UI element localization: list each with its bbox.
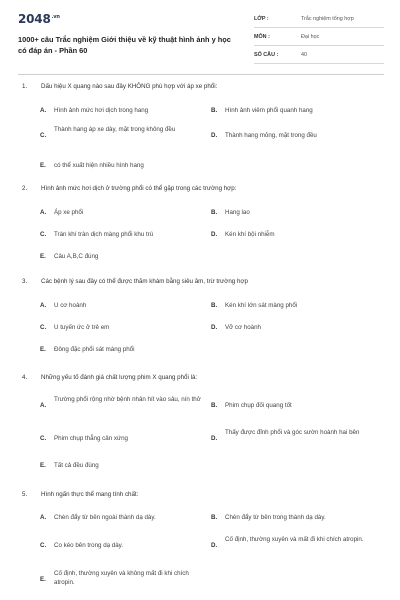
option-text: Hình ảnh mức hơi dịch trong hang bbox=[54, 107, 149, 114]
option-letter: D. bbox=[211, 132, 218, 139]
option-text: Thấy được đỉnh phổi và góc sườn hoành hai bên bbox=[225, 429, 360, 436]
option-letter: A. bbox=[40, 107, 47, 114]
option-letter: B. bbox=[211, 514, 218, 521]
header-divider bbox=[18, 74, 384, 75]
option-text: Chèn đẩy từ bên ngoài thành dạ dày. bbox=[54, 514, 156, 521]
page-header bbox=[18, 12, 384, 68]
option-text: Áp xe phổi bbox=[54, 209, 84, 216]
option-text: Cố định, thường xuyên và mất đi khi chích atropin. bbox=[225, 536, 364, 543]
option-letter: E. bbox=[40, 462, 46, 469]
option-letter: C. bbox=[40, 324, 47, 331]
meta-label: MÔN : bbox=[254, 34, 270, 40]
option-letter: B. bbox=[211, 107, 218, 114]
option-letter: A. bbox=[40, 209, 47, 216]
question-body: Hình ngấn thực thể mang tính chất: bbox=[41, 491, 139, 498]
option-text: Thành hang áp xe dày, mặt trong không đều bbox=[54, 126, 176, 133]
meta-value: 40 bbox=[301, 52, 307, 58]
option-letter: D. bbox=[211, 542, 218, 549]
option-text: Phim chụp đối quang tốt bbox=[225, 402, 292, 409]
meta-value: Trắc nghiệm tổng hợp bbox=[301, 16, 354, 22]
question-number: 4. bbox=[22, 374, 28, 381]
option-text: Thành hang mỏng, mặt trong đều bbox=[225, 132, 317, 139]
site-logo[interactable] bbox=[18, 12, 60, 26]
document-title: 1000+ câu Trắc nghiệm Giới thiệu về kỹ thuật hình ảnh y học có đáp án - Phần 60 bbox=[18, 35, 231, 55]
logo-text: 2048 bbox=[18, 12, 51, 26]
option-letter: C. bbox=[40, 231, 47, 238]
option-letter: D. bbox=[211, 231, 218, 238]
logo-domain: .vn bbox=[51, 14, 60, 20]
meta-row-count bbox=[254, 49, 384, 64]
option-text: Co kéo bên trong dạ dày. bbox=[54, 542, 124, 549]
option-letter: A. bbox=[40, 302, 47, 309]
option-letter: A. bbox=[40, 402, 47, 409]
question-number: 5. bbox=[22, 491, 28, 498]
question-body: Hình ảnh mức hơi dịch ở trường phổi có thể gặp trong các trường hợp: bbox=[41, 185, 237, 192]
meta-row-class bbox=[254, 13, 384, 28]
option-letter: C. bbox=[40, 435, 47, 442]
option-letter: E. bbox=[40, 576, 46, 583]
option-letter: D. bbox=[211, 324, 218, 331]
meta-label: SỐ CÂU : bbox=[254, 52, 279, 58]
question-body: Dấu hiệu X quang nào sau đây KHÔNG phù hợp với áp xe phổi: bbox=[41, 83, 218, 90]
meta-info bbox=[254, 13, 384, 67]
question-body: Những yếu tố đánh giá chất lượng phim X quang phổi là: bbox=[41, 374, 198, 381]
meta-label: LỚP : bbox=[254, 16, 269, 22]
option-text: Câu A,B,C đúng bbox=[54, 253, 99, 260]
option-letter: D. bbox=[211, 435, 218, 442]
option-letter: B. bbox=[211, 302, 218, 309]
meta-value: Đại học bbox=[301, 34, 320, 40]
option-text: Hang lao bbox=[225, 209, 250, 216]
option-text: Tràn khí tràn dịch màng phổi khu trú bbox=[54, 231, 154, 238]
option-letter: E. bbox=[40, 253, 46, 260]
option-text: Vỡ cơ hoành bbox=[225, 324, 261, 331]
option-text: có thể xuất hiện nhiều hình hang bbox=[54, 162, 144, 169]
question-number: 2. bbox=[22, 185, 28, 192]
option-text: U tuyến ức ở trẻ em bbox=[54, 324, 110, 331]
option-letter: E. bbox=[40, 162, 46, 169]
option-letter: B. bbox=[211, 402, 218, 409]
option-text: Đông đặc phổi sát màng phổi bbox=[54, 346, 135, 353]
option-text: Cố định, thường xuyên và không mất đi khi chích atropin. bbox=[54, 570, 189, 586]
option-text: Phim chụp thẳng cân xứng bbox=[54, 435, 128, 442]
meta-row-subject bbox=[254, 31, 384, 46]
option-letter: C. bbox=[40, 542, 47, 549]
option-text: Trường phổi rộng nhờ bệnh nhân hít vào sâu, nín thở bbox=[54, 396, 201, 403]
option-text: Kén khí bội nhiễm bbox=[225, 231, 275, 238]
question-number: 1. bbox=[22, 83, 28, 90]
question-number: 3. bbox=[22, 278, 28, 285]
question-body: Các bệnh lý sau đây có thể được thăm khám bằng siêu âm, trừ trường hợp bbox=[41, 278, 248, 285]
option-text: Tất cả đều đúng bbox=[54, 462, 99, 469]
option-letter: B. bbox=[211, 209, 218, 216]
option-letter: E. bbox=[40, 346, 46, 353]
option-letter: A. bbox=[40, 514, 47, 521]
option-text: Kén khí lớn sát màng phổi bbox=[225, 302, 298, 309]
option-letter: C. bbox=[40, 132, 47, 139]
option-text: U cơ hoành bbox=[54, 302, 87, 309]
option-text: Hình ảnh viêm phổi quanh hang bbox=[225, 107, 313, 114]
option-text: Chèn đẩy từ bên trong thành dạ dày. bbox=[225, 514, 326, 521]
